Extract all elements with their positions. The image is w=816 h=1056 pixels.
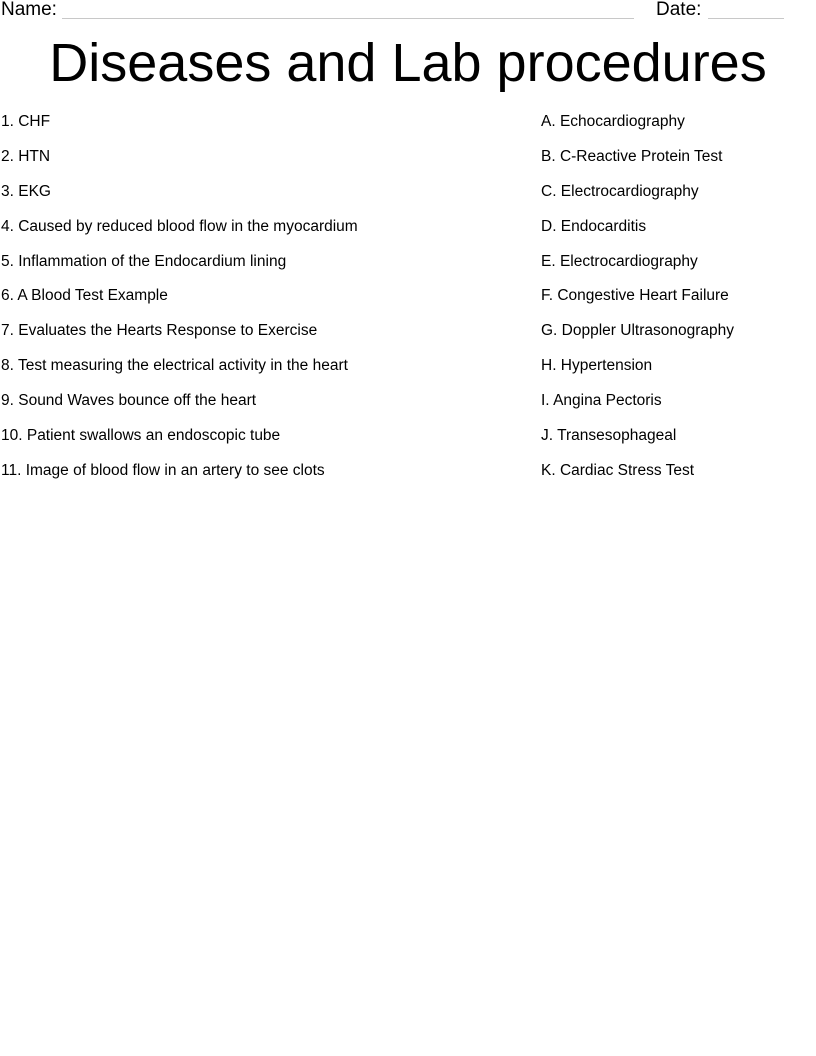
date-field-line[interactable] [708,18,784,19]
question-item: 10. Patient swallows an endoscopic tube [1,427,281,445]
page-title: Diseases and Lab procedures [49,33,767,93]
question-item: 4. Caused by reduced blood flow in the myocardium [1,217,358,235]
name-field-line[interactable] [62,18,634,19]
answer-item: D. Endocarditis [541,217,647,235]
answer-item: B. C-Reactive Protein Test [541,147,723,165]
question-item: 8. Test measuring the electrical activity in the heart [1,357,348,375]
question-item: 3. EKG [1,182,51,200]
answer-item: I. Angina Pectoris [541,392,662,410]
question-item: 11. Image of blood flow in an artery to see clots [1,461,325,479]
header-row [0,0,816,22]
answer-item: A. Echocardiography [541,113,685,130]
question-item: 5. Inflammation of the Endocardium lining [1,252,287,270]
question-item: 1. CHF [1,113,51,130]
answer-item: C. Electrocardiography [541,182,699,200]
questions-list [1,112,521,496]
name-label: Name: [1,0,57,20]
date-label: Date: [656,0,702,20]
question-item: 7. Evaluates the Hearts Response to Exercise [1,322,318,340]
answer-item: F. Congestive Heart Failure [541,287,729,305]
answer-item: H. Hypertension [541,357,653,375]
answer-item: K. Cardiac Stress Test [541,461,695,479]
question-item: 2. HTN [1,147,51,165]
answers-list [541,112,811,496]
answer-item: J. Transesophageal [541,427,677,445]
question-item: 6. A Blood Test Example [1,287,168,305]
answer-item: E. Electrocardiography [541,252,698,270]
answer-item: G. Doppler Ultrasonography [541,322,734,340]
question-item: 9. Sound Waves bounce off the heart [1,392,257,410]
